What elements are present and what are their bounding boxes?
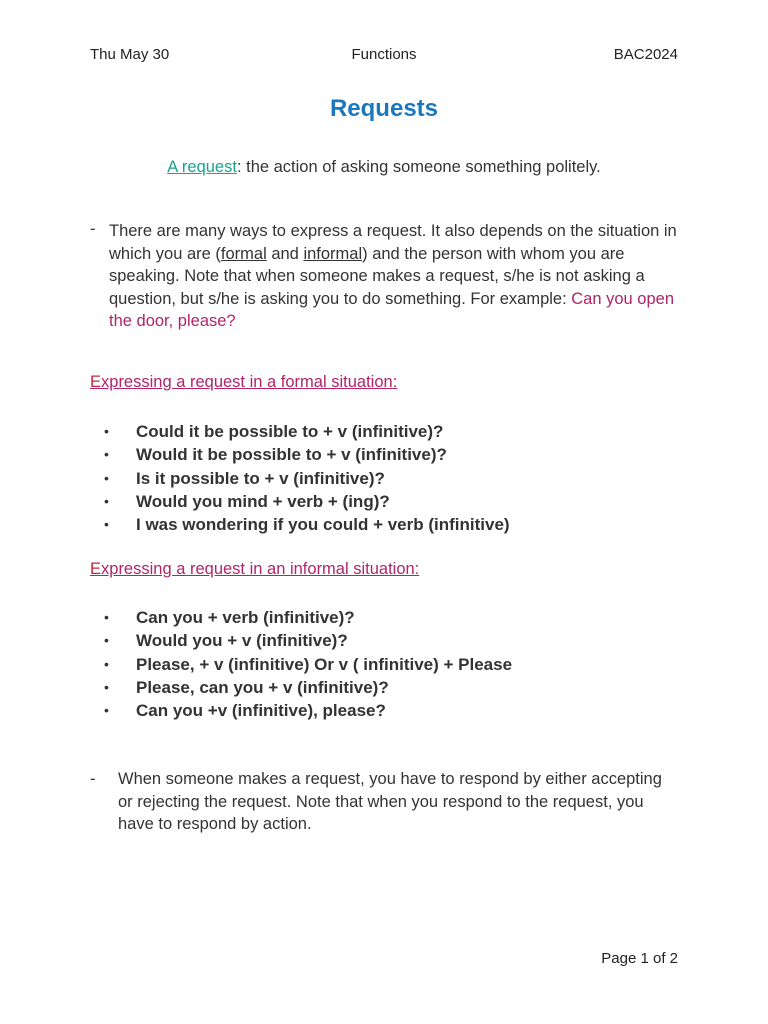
bullet: •: [104, 469, 109, 486]
list-item-text: Would it be possible to + v (infinitive)?: [136, 445, 447, 465]
bullet: •: [104, 702, 109, 719]
list-item-text: Can you + verb (infinitive)?: [136, 608, 355, 627]
header-subject: Functions: [351, 46, 417, 63]
bullet: •: [104, 609, 109, 625]
list-item-text: Please, can you + v (infinitive)?: [136, 677, 389, 697]
header-course: BAC2024: [613, 46, 678, 63]
intro-part2: ) and the person with whom you are speaking. Note that when someone makes a request, s/he is not asking a question, but s/he is asking you to do something. For example:: [109, 244, 645, 308]
list-item: [90, 699, 512, 722]
informal-list: [90, 606, 512, 722]
list-item: [90, 629, 512, 652]
bullet: •: [104, 655, 109, 672]
formal-heading-rest: xpressing a request in a formal situation:: [101, 373, 398, 391]
page-number: Page 1 of 2: [601, 950, 678, 967]
informal-heading-rest: xpressing a request in an informal situation:: [101, 560, 420, 578]
intro-and: and: [266, 244, 304, 263]
formal-heading: [90, 373, 397, 392]
intro-example: Can you open the door, please?: [109, 289, 675, 330]
bullet: •: [104, 678, 109, 695]
bullet: •: [104, 423, 109, 439]
bullet: •: [104, 516, 109, 533]
intro-formal: formal: [220, 244, 267, 263]
list-item-text: Would you + v (infinitive)?: [136, 631, 348, 651]
list-item: [90, 513, 510, 536]
informal-heading: [90, 560, 419, 579]
informal-heading-first: E: [90, 560, 102, 578]
list-item-text: Can you +v (infinitive), please?: [136, 701, 386, 721]
list-item-text: Would you mind + verb + (ing)?: [136, 491, 390, 511]
response-paragraph: When someone makes a request, you have to respond by either accepting or rejecting the request. Note that when you respond to the request, you have to respond by action.: [118, 770, 662, 833]
formal-heading-first: E: [90, 373, 102, 391]
bullet: •: [104, 446, 109, 463]
response-dash: -: [90, 770, 96, 788]
list-item-text: I was wondering if you could + verb (infinitive): [136, 515, 510, 535]
list-item-text: Could it be possible to + v (infinitive)?: [136, 422, 444, 441]
list-item: [90, 653, 512, 676]
list-item: [90, 676, 512, 699]
page-title: Requests: [329, 95, 439, 122]
header-date: Thu May 30: [90, 46, 170, 63]
list-item: [90, 606, 512, 629]
list-item: [90, 467, 510, 490]
intro-dash: -: [90, 220, 96, 238]
intro-part1: There are many ways to express a request. It also depends on the situation in which you are (: [109, 222, 677, 263]
list-item-text: Please, + v (infinitive) Or v ( infinitive) + Please: [136, 654, 513, 674]
list-item-text: Is it possible to + v (infinitive)?: [136, 468, 385, 488]
definition: [0, 158, 768, 177]
list-item: [90, 443, 510, 466]
definition-term: A request: [167, 158, 237, 176]
bullet: •: [104, 492, 109, 509]
formal-list: [90, 420, 510, 536]
list-item: [90, 420, 510, 443]
list-item: [90, 490, 510, 513]
intro-informal: informal: [303, 244, 363, 263]
intro-paragraph: [109, 220, 681, 333]
bullet: •: [104, 632, 109, 649]
definition-text: : the action of asking someone something politely.: [236, 158, 601, 176]
